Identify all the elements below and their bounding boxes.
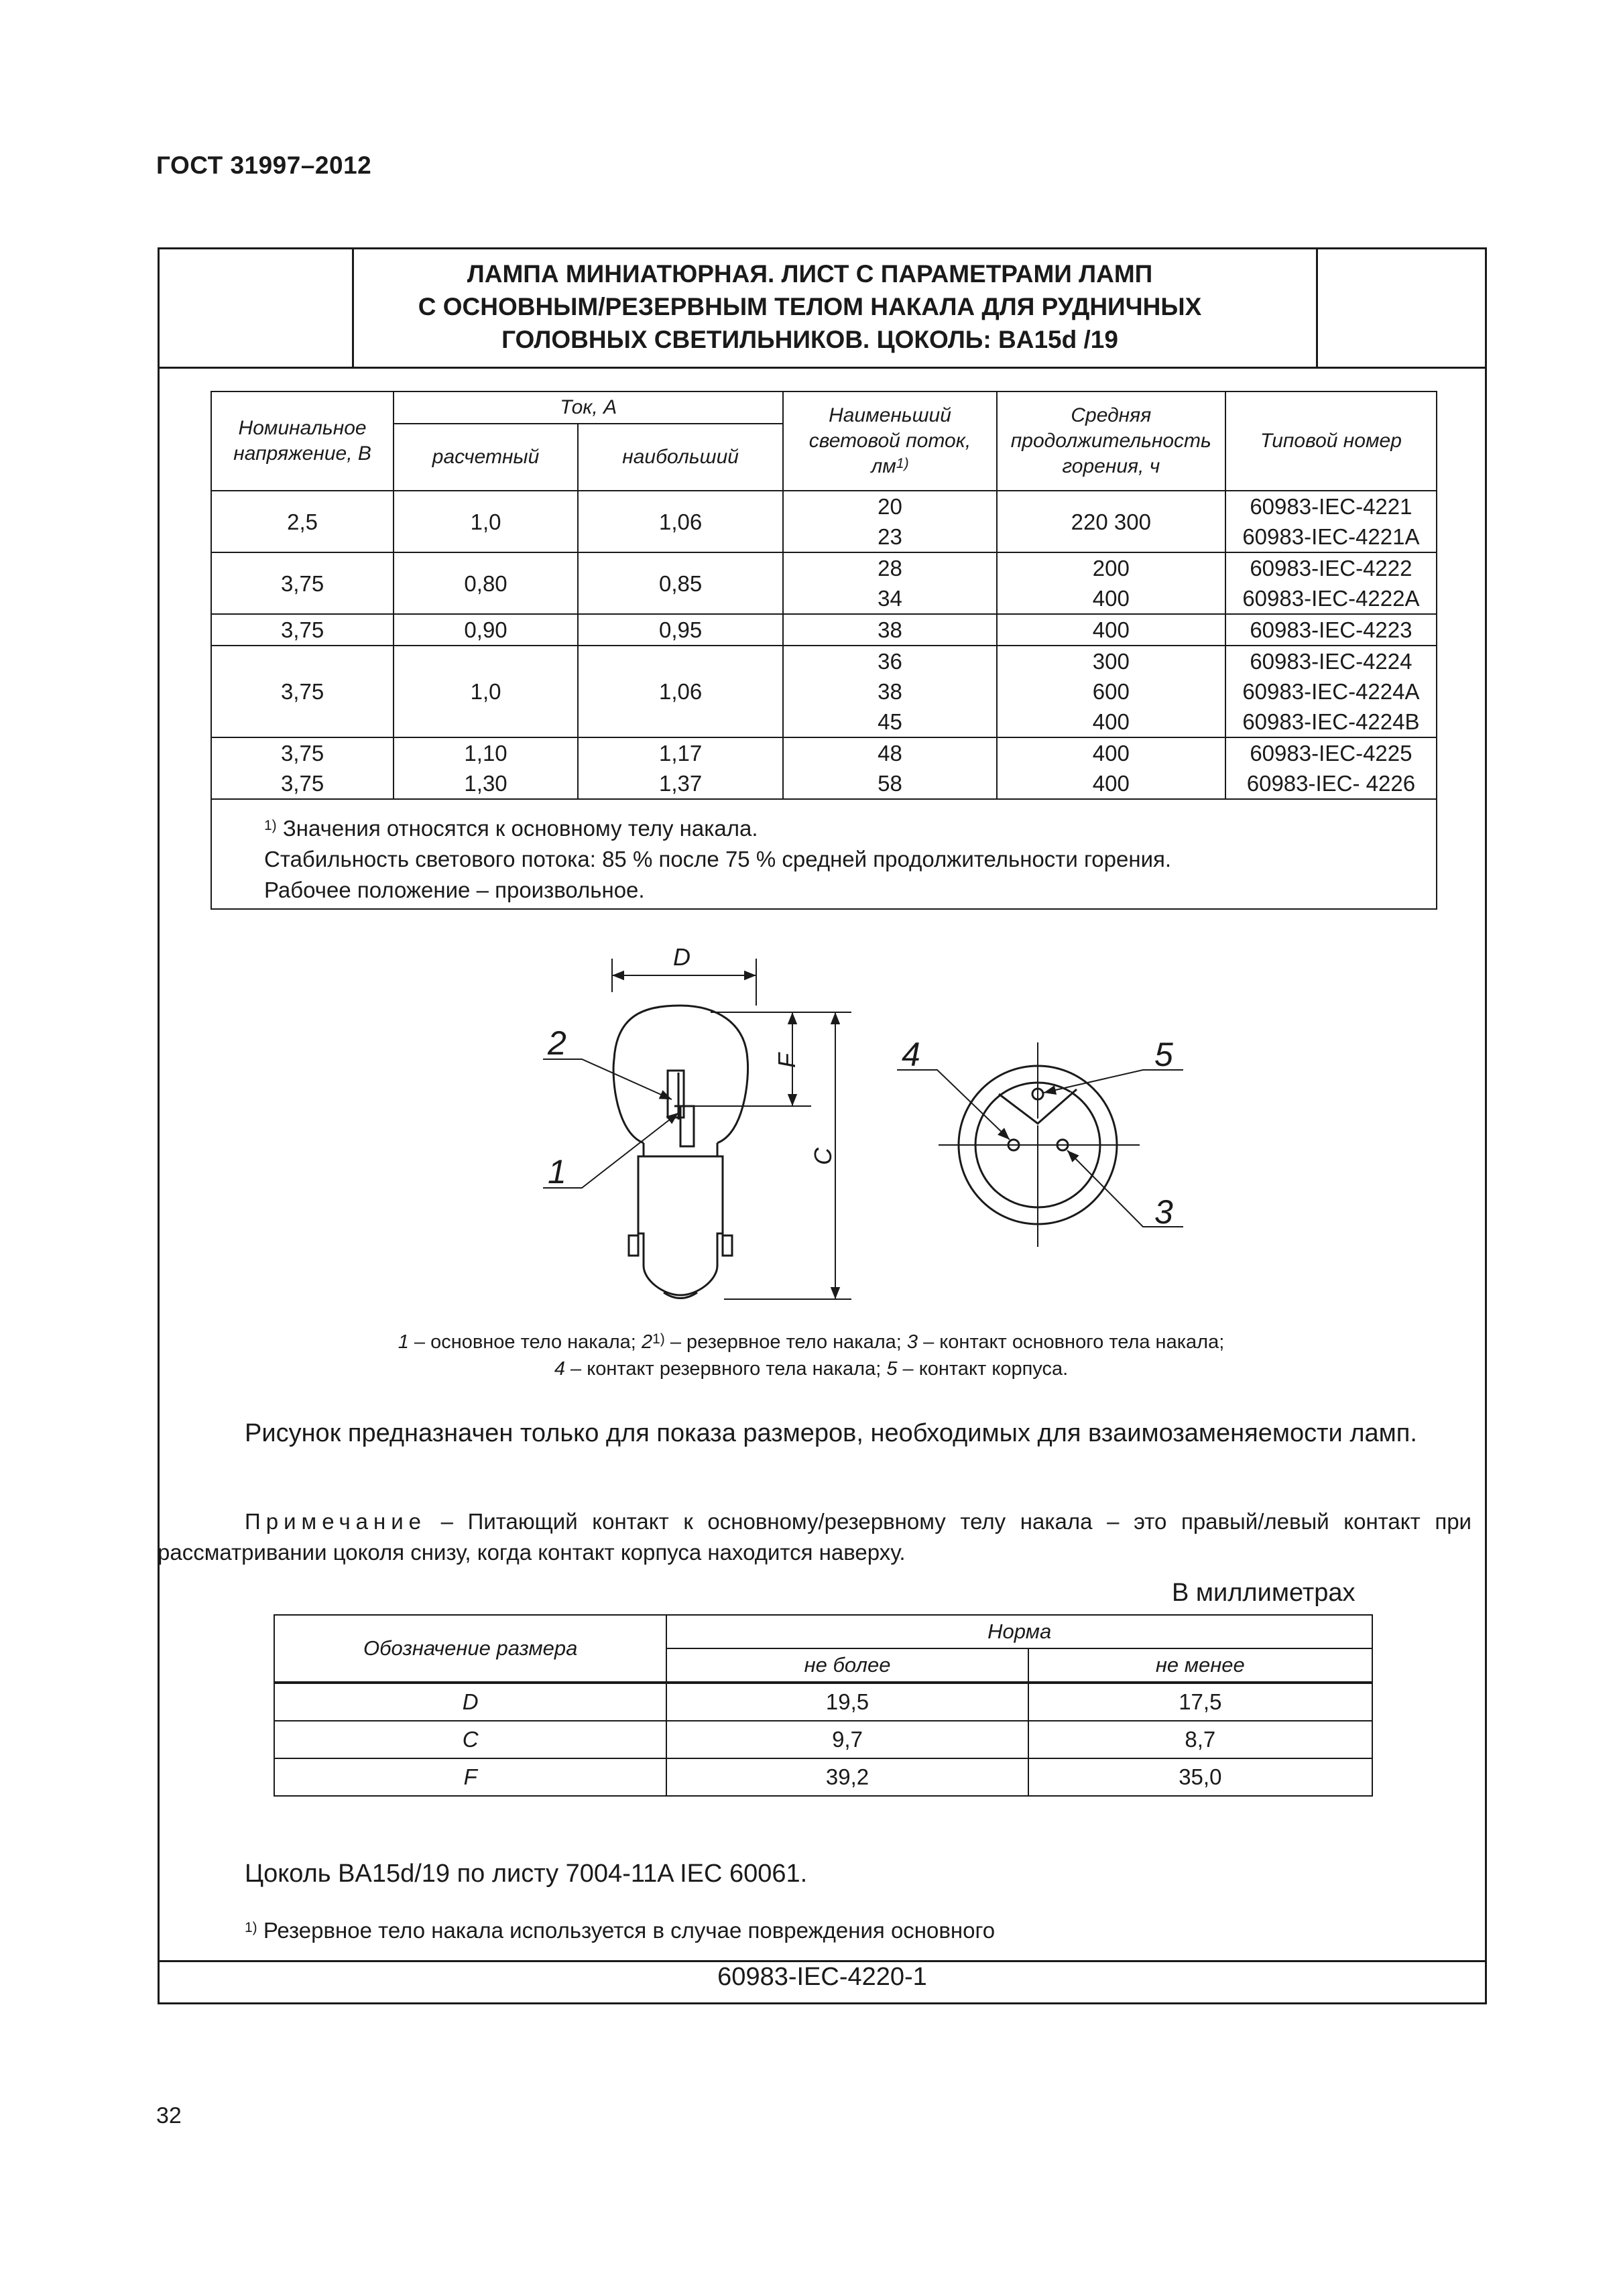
- callout-2: 2: [548, 1024, 566, 1062]
- value: 1,37: [658, 771, 703, 796]
- cell-life: 400: [997, 614, 1225, 646]
- value: 38: [878, 679, 902, 704]
- value: 60983-IEC-4225: [1250, 741, 1412, 766]
- value: 34: [878, 586, 902, 611]
- value: 36: [878, 649, 902, 674]
- sheet-code: 60983-IEC-4220-1: [717, 1963, 927, 1991]
- header-max: не более: [666, 1648, 1028, 1683]
- lamp-side-view: [543, 959, 851, 1299]
- caption-num: 1: [398, 1331, 409, 1353]
- title-line: ЛАМПА МИНИАТЮРНАЯ. ЛИСТ С ПАРАМЕТРАМИ ЛАМП: [467, 260, 1153, 288]
- header-min: не менее: [1028, 1648, 1372, 1683]
- cell-current-max: 0,85: [578, 552, 783, 614]
- header-flux-text: Наименьший световой поток, лм: [808, 404, 971, 477]
- figure-purpose-paragraph: Рисунок предназначен только для показа размеров, необходимых для взаимозаменяемости ламп.: [245, 1419, 1417, 1447]
- footnote-marker: 1): [652, 1331, 665, 1347]
- value: 48: [878, 741, 902, 766]
- caption-num: 3: [906, 1331, 918, 1353]
- footnote-text: Значения относятся к основному телу накала.: [282, 816, 758, 841]
- value: 60983-IEC-4221A: [1242, 524, 1420, 549]
- header-voltage: Номинальное напряжение, В: [211, 391, 394, 491]
- footnote-2: [245, 1915, 1451, 1946]
- value: 60983-IEC-4222A: [1242, 586, 1420, 611]
- cell-max: 19,5: [666, 1683, 1028, 1721]
- caption-num: 5: [886, 1358, 898, 1380]
- cell-current-calc: 0,90: [394, 614, 578, 646]
- cell-current-max: 1,06: [578, 646, 783, 737]
- header-current: Ток, А: [394, 391, 783, 424]
- value: 28: [878, 556, 902, 581]
- cell-voltage: 3,75: [211, 614, 394, 646]
- cell-type: 60983-IEC-4223: [1225, 614, 1437, 646]
- footnote-marker: 1): [245, 1920, 257, 1935]
- caption-num: 4: [554, 1358, 565, 1380]
- callout-5: 5: [1154, 1036, 1173, 1073]
- table-row: [274, 1683, 1372, 1721]
- value: 45: [878, 709, 902, 734]
- value: 1,17: [658, 741, 703, 766]
- value: 400: [1092, 771, 1130, 796]
- dim-label-d: D: [673, 943, 690, 971]
- cell-current-max: 1,06: [578, 491, 783, 552]
- value: 400: [1092, 586, 1130, 611]
- value: 60983-IEC-4224: [1250, 649, 1412, 674]
- value: 300: [1092, 649, 1130, 674]
- cell-min: 17,5: [1028, 1683, 1372, 1721]
- callout-1: 1: [548, 1153, 566, 1191]
- cell-dim: D: [274, 1683, 666, 1721]
- header-norm: Норма: [666, 1615, 1372, 1648]
- lamp-base-view: [897, 1042, 1183, 1247]
- stability-note: Стабильность светового потока: 85 % после 75 % средней продолжительности горения.: [264, 847, 1172, 871]
- note-paragraph: [158, 1506, 1471, 1568]
- cell-current-max: 0,95: [578, 614, 783, 646]
- cell-voltage: 3,75: [211, 552, 394, 614]
- value: 3,75: [280, 771, 324, 796]
- figure-caption: [201, 1329, 1421, 1382]
- caption-text: – контакт корпуса.: [897, 1358, 1069, 1380]
- cell-min: 8,7: [1028, 1721, 1372, 1758]
- header-current-max: наибольший: [578, 424, 783, 491]
- cell-min: 35,0: [1028, 1758, 1372, 1796]
- value: 1,10: [464, 741, 507, 766]
- cell-voltage: 3,75: [211, 646, 394, 737]
- cell-max: 9,7: [666, 1721, 1028, 1758]
- title-line: С ОСНОВНЫМ/РЕЗЕРВНЫМ ТЕЛОМ НАКАЛА ДЛЯ РУДНИЧНЫХ: [418, 293, 1202, 320]
- value: 60983-IEC- 4226: [1246, 771, 1416, 796]
- table-row: [274, 1758, 1372, 1796]
- value: 58: [878, 771, 902, 796]
- cell-max: 39,2: [666, 1758, 1028, 1796]
- value: 400: [1092, 741, 1130, 766]
- header-type: Типовой номер: [1225, 391, 1437, 491]
- position-note: Рабочее положение – произвольное.: [264, 878, 645, 902]
- table-row: [274, 1721, 1372, 1758]
- title-line: ГОЛОВНЫХ СВЕТИЛЬНИКОВ. ЦОКОЛЬ: BA15d /19: [501, 326, 1118, 353]
- footnote-marker: 1): [896, 456, 909, 471]
- caption-text: – контакт основного тела накала;: [918, 1331, 1225, 1353]
- document-header: ГОСТ 31997–2012: [156, 152, 372, 179]
- caption-num: 2: [641, 1331, 653, 1353]
- page-number: 32: [156, 2103, 182, 2128]
- cell-dim: C: [274, 1721, 666, 1758]
- units-label: В миллиметрах: [1172, 1579, 1356, 1607]
- cell-dim: F: [274, 1758, 666, 1796]
- value: 23: [878, 524, 902, 549]
- cell-current-calc: 1,0: [394, 491, 578, 552]
- value: 60983-IEC-4224A: [1242, 679, 1420, 704]
- value: 20: [878, 494, 902, 519]
- footnote-text: Резервное тело накала используется в случае повреждения основного: [257, 1918, 996, 1943]
- value: 3,75: [280, 741, 324, 766]
- value: 1,30: [464, 771, 507, 796]
- header-designation: Обозначение размера: [274, 1615, 666, 1683]
- callout-4: 4: [902, 1036, 920, 1073]
- caption-text: – основное тело накала;: [408, 1331, 642, 1353]
- cell-voltage: 2,5: [211, 491, 394, 552]
- cap-reference: Цоколь BA15d/19 по листу 7004-11A IEC 60061.: [245, 1860, 808, 1888]
- caption-text: – резервное тело накала;: [664, 1331, 907, 1353]
- value: 60983-IEC-4222: [1250, 556, 1412, 581]
- value: 60983-IEC-4224B: [1242, 709, 1420, 734]
- cell-current-calc: 0,80: [394, 552, 578, 614]
- callout-3: 3: [1154, 1193, 1173, 1231]
- cell-life: 220 300: [997, 491, 1225, 552]
- cell-current-calc: 1,0: [394, 646, 578, 737]
- value: 600: [1092, 679, 1130, 704]
- value: 60983-IEC-4221: [1250, 494, 1412, 519]
- note-text: – Питающий контакт к основному/резервному телу накала – это правый/левый контакт при рассматривании цоколя снизу, когда контакт корпуса находится наверху.: [158, 1509, 1471, 1565]
- value: 200: [1092, 556, 1130, 581]
- footnote-marker: 1): [264, 818, 277, 833]
- header-current-calc: расчетный: [394, 424, 578, 491]
- value: 400: [1092, 709, 1130, 734]
- note-label: Примечание: [245, 1509, 427, 1534]
- dim-label-f: F: [773, 1053, 800, 1068]
- dim-label-c: C: [809, 1148, 837, 1165]
- dimensions-table: [274, 1614, 1373, 1797]
- cell-flux: 38: [783, 614, 997, 646]
- header-life: Средняя продолжительность горения, ч: [997, 391, 1225, 491]
- caption-text: – контакт резервного тела накала;: [564, 1358, 887, 1380]
